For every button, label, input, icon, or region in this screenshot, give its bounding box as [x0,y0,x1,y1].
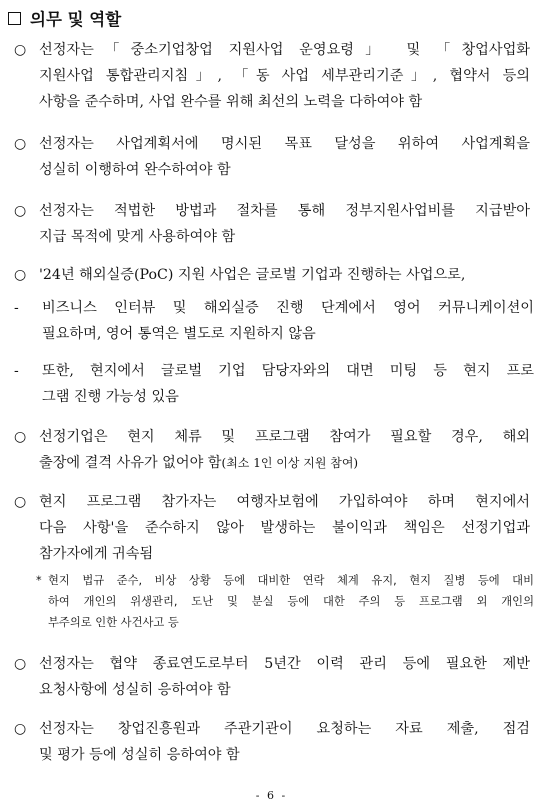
section-heading [8,6,121,30]
dash-bullet-icon: - [14,300,19,316]
footnote [36,570,534,633]
item-line: 지원사업 통합관리지침」, 「동 사업 세부관리기준」, 협약서 등의 [39,68,530,84]
sub-list-item [42,358,534,410]
item-line: 현지 프로그램 참가자는 여행자보험에 가입하여야 하며 현지에서 [39,494,530,510]
item-line: 선정자는 적법한 방법과 절차를 통해 정부지원사업비를 지급받아 [39,203,530,219]
item-line: 참가자에게 귀속됨 [39,546,154,562]
item-line: 사항을 준수하며, 사업 완수를 위해 최선의 노력을 다하여야 함 [39,94,423,110]
asterisk-icon: * [36,574,42,587]
circle-bullet-icon: ○ [14,203,27,219]
item-line: 필요하며, 영어 통역은 별도로 지원하지 않음 [42,326,316,342]
item-line: 선정자는 협약 종료연도로부터 5년간 이력 관리 등에 필요한 제반 [39,656,530,672]
item-line: 및 평가 등에 성실히 응하여야 함 [39,747,240,763]
circle-bullet-icon: ○ [14,656,27,672]
item-line: 그램 진행 가능성 있음 [42,389,179,405]
circle-bullet-icon: ○ [14,267,27,283]
circle-bullet-icon: ○ [14,494,27,510]
footnote-line: 하여 개인의 위생관리, 도난 및 분실 등에 대한 주의 등 프로그램 외 개인의 [48,595,534,608]
item-line: 성실히 이행하여 완수하여야 함 [39,162,231,178]
checkbox-square-icon [8,12,21,25]
item-line: 선정기업은 현지 체류 및 프로그램 참여가 필요할 경우, 해외 [39,429,530,445]
circle-bullet-icon: ○ [14,429,27,445]
footnote-line: 부주의로 인한 사건사고 등 [48,616,179,629]
item-line: '24년 해외실증(PoC) 지원 사업은 글로벌 기업과 진행하는 사업으로, [39,267,466,283]
item-line: 또한, 현지에서 글로벌 기업 담당자와의 대면 미팅 등 현지 프로 [42,363,534,379]
item-line: 지급 목적에 맞게 사용하여야 함 [39,229,236,245]
item-line-main: 출장에 결격 사유가 없어야 함 [39,455,222,471]
item-line [39,450,530,476]
item-line: 선정자는 창업진흥원과 주관기관이 요청하는 자료 제출, 점검 [39,721,530,737]
page-number: - 6 - [255,789,288,802]
footnote-line: 현지 법규 준수, 비상 상황 등에 대비한 연락 체계 유지, 현지 질병 등에 대비 [48,574,534,587]
item-line: 다음 사항'을 준수하지 않아 발생하는 불이익과 책임은 선정기업과 [39,520,530,536]
item-line: 비즈니스 인터뷰 및 해외실증 진행 단계에서 영어 커뮤니케이션이 [42,300,534,316]
circle-bullet-icon: ○ [14,42,27,58]
section-heading-text: 의무 및 역할 [30,10,122,29]
circle-bullet-icon: ○ [14,136,27,152]
item-line: 선정자는 사업계획서에 명시된 목표 달성을 위하여 사업계획을 [39,136,530,152]
item-line: 선정자는「중소기업창업 지원사업 운영요령」 및 「창업사업화 [39,42,530,58]
item-line: 요청사항에 성실히 응하여야 함 [39,682,231,698]
circle-bullet-icon: ○ [14,721,27,737]
dash-bullet-icon: - [14,363,19,379]
item-line-note: (최소 1인 이상 지원 참여) [221,456,359,470]
sub-list-item [42,295,534,347]
